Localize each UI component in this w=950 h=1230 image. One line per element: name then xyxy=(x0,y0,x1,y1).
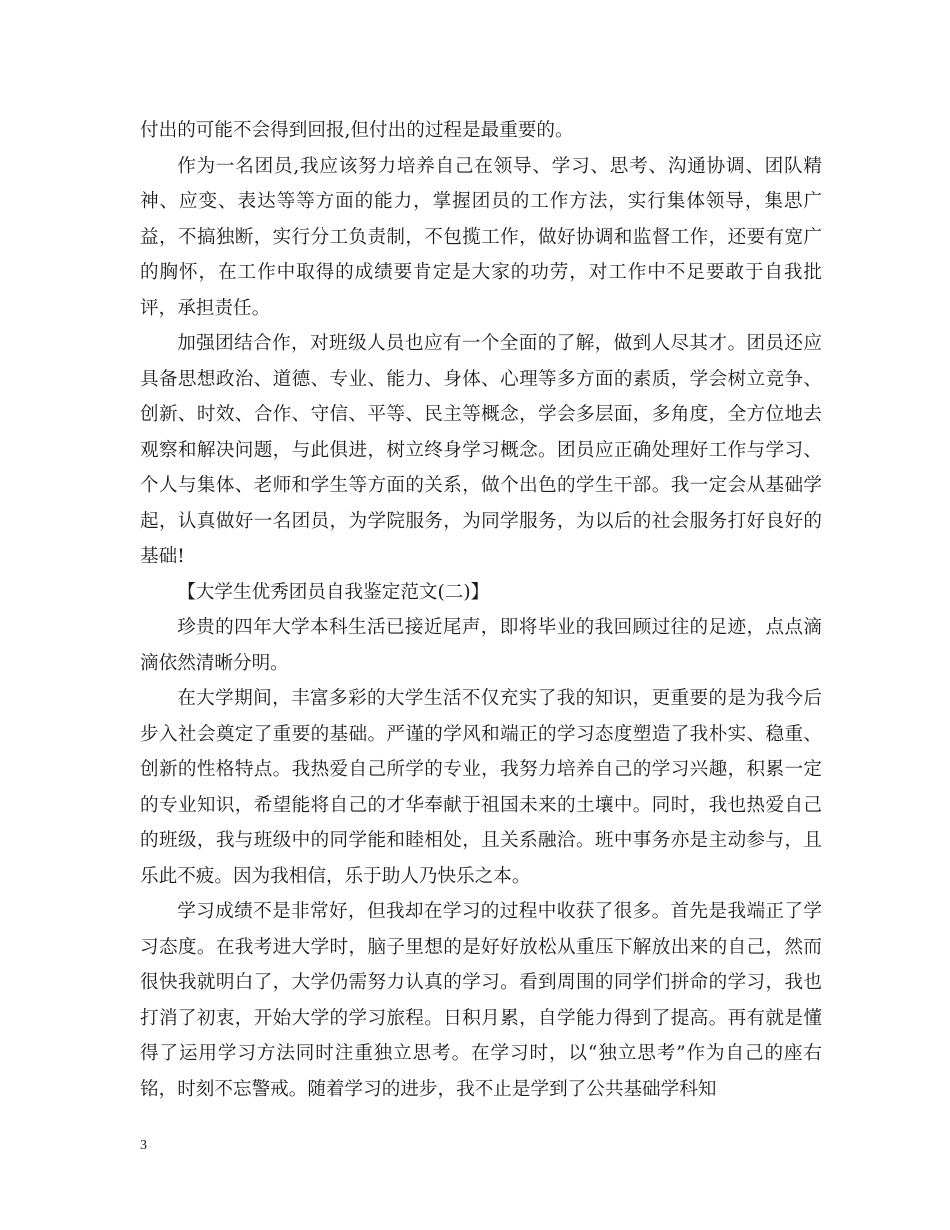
paragraph-1: 付出的可能不会得到回报,但付出的过程是最重要的。 xyxy=(140,120,574,141)
document-body xyxy=(140,113,822,1107)
page-number: 3 xyxy=(140,1138,147,1153)
paragraph-4: 珍贵的四年大学本科生活已接近尾声，即将毕业的我回顾过往的足迹，点点滴滴依然清晰分明。 xyxy=(140,617,822,674)
section-heading: 【大学生优秀团员自我鉴定范文(二)】 xyxy=(177,581,490,603)
paragraph-6: 学习成绩不是非常好，但我却在学习的过程中收获了很多。首先是我端正了学习态度。在我考进大学时，脑子里想的是好好放松从重压下解放出来的自己，然而很快我就明白了，大学仍需努力认真的学习。看到周围的同学们拼命的学习，我也打消了初衷，开始大学的学习旅程。日积月累，自学能力得到了提高。再有就是懂得了运用学习方法同时注重独立思考。在学习时，以“独立思考”作为自己的座右铭，时刻不忘警戒。随着学习的进步，我不止是学到了公共基础学科知 xyxy=(140,901,822,1100)
paragraph-5: 在大学期间，丰富多彩的大学生活不仅充实了我的知识，更重要的是为我今后步入社会奠定了重要的基础。严谨的学风和端正的学习态度塑造了我朴实、稳重、创新的性格特点。我热爱自己所学的专业，我努力培养自己的学习兴趣，积累一定的专业知识，希望能将自己的才华奉献于祖国未来的土壤中。同时，我也热爱自己的班级，我与班级中的同学能和睦相处，且关系融洽。班中事务亦是主动参与，且乐此不疲。因为我相信，乐于助人乃快乐之本。 xyxy=(140,688,822,887)
paragraph-3: 加强团结合作，对班级人员也应有一个全面的了解，做到人尽其才。团员还应具备思想政治、道德、专业、能力、身体、心理等多方面的素质，学会树立竞争、创新、时效、合作、守信、平等、民主等概念，学会多层面，多角度，全方位地去观察和解决问题，与此俱进，树立终身学习概念。团员应正确处理好工作与学习、个人与集体、老师和学生等方面的关系，做个出色的学生干部。我一定会从基础学起，认真做好一名团员，为学院服务，为同学服务，为以后的社会服务打好良好的基础! xyxy=(140,333,822,567)
paragraph-2: 作为一名团员,我应该努力培养自己在领导、学习、思考、沟通协调、团队精神、应变、表达等等方面的能力，掌握团员的工作方法，实行集体领导，集思广益，不搞独断，实行分工负责制，不包揽工作，做好协调和监督工作，还要有宽广的胸怀，在工作中取得的成绩要肯定是大家的功劳，对工作中不足要敢于自我批评，承担责任。 xyxy=(140,155,822,319)
